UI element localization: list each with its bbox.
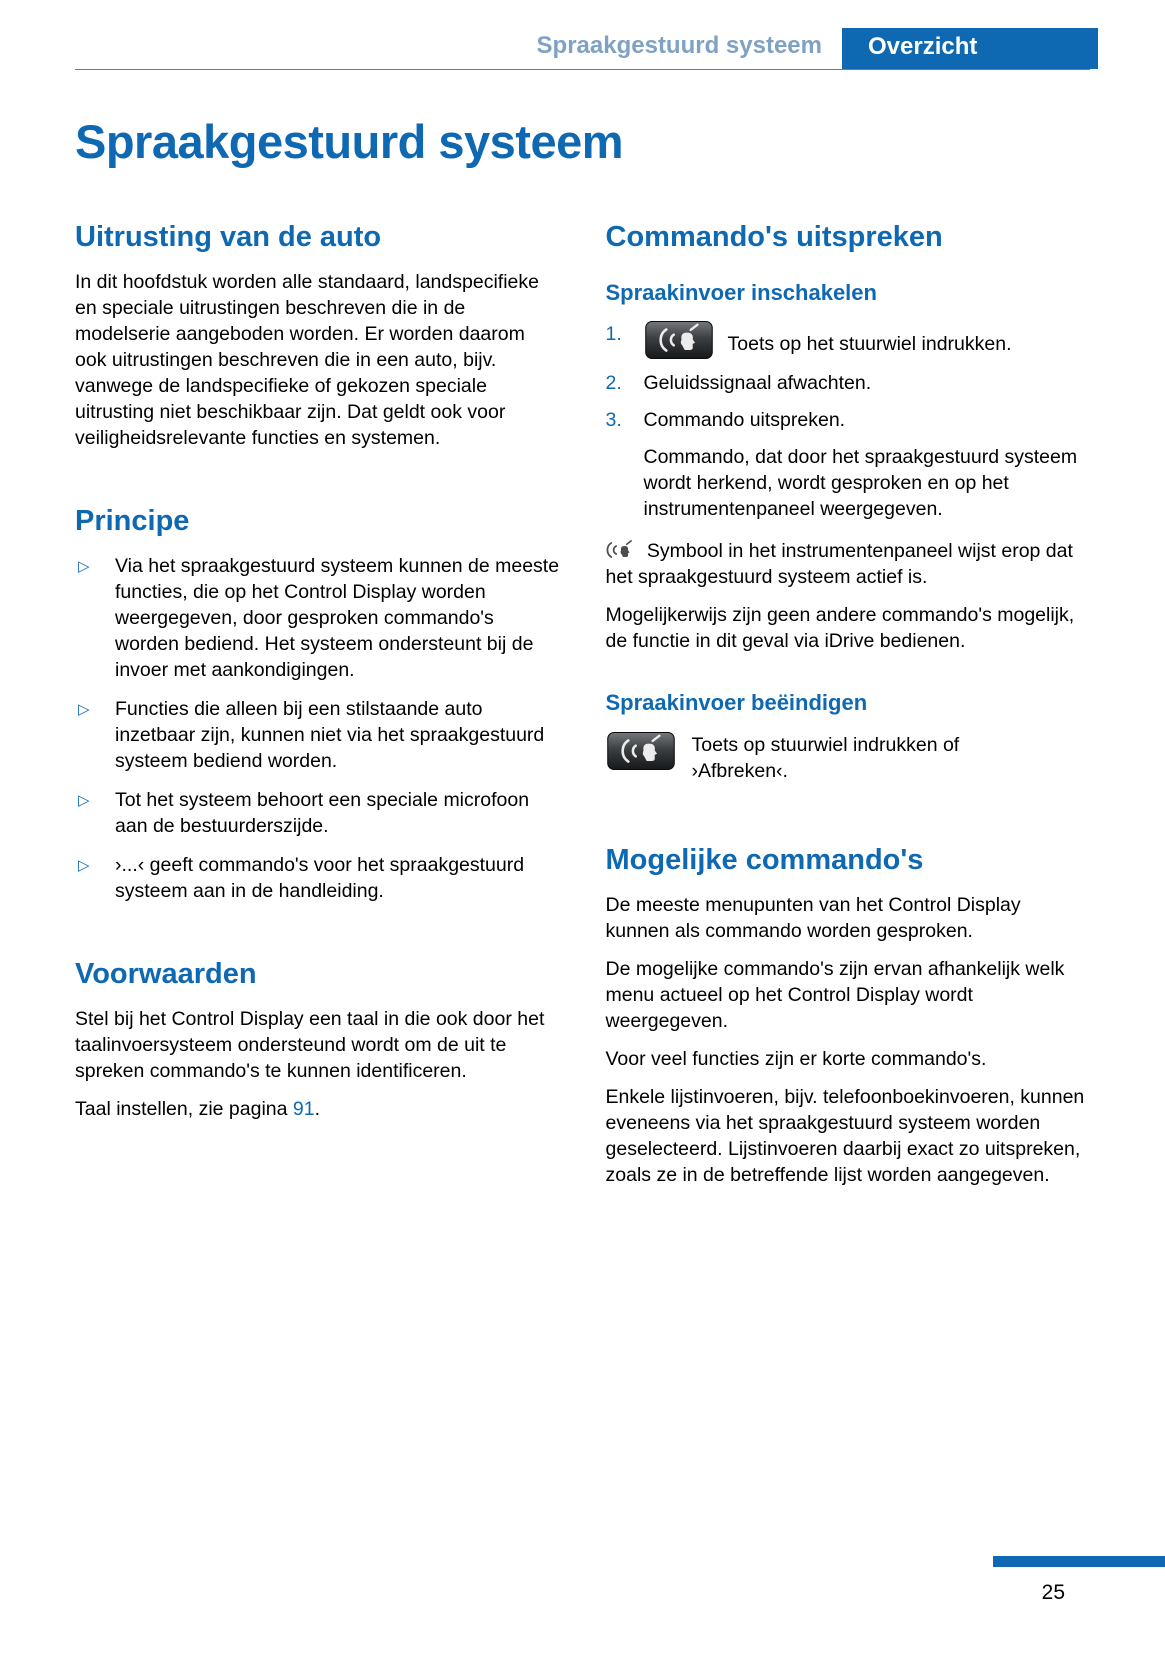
subheading-spraakinvoer-beeindigen: Spraakinvoer beëindigen bbox=[605, 690, 868, 715]
section-conditions bbox=[75, 958, 560, 1122]
section-tab-overzicht: Overzicht bbox=[842, 28, 1098, 69]
triangle-bullet-icon: ▷ bbox=[78, 791, 90, 809]
section-heading-mogelijke-commandos: Mogelijke commando's bbox=[605, 844, 924, 876]
symbol-note-text: Symbool in het instrumentenpaneel wijst erop dat het spraakgestuurd systeem actief is. bbox=[605, 540, 1073, 588]
step-text: Commando uitspreken. bbox=[643, 409, 846, 431]
idrive-note: Mogelijkerwijs zijn geen andere commando's mogelijk, de functie in dit geval via iDrive bedienen. bbox=[605, 604, 1075, 652]
equipment-paragraph: In dit hoofdstuk worden alle standaard, landspecifieke en speciale uitrustingen beschreven die in de modelserie aangeboden worden. Er worden daarom ook uitrustingen beschreven die in een auto, bijv. vanwege de landspecifieke of gekozen speciale uitrusting niet beschikbaar zijn. Dat geldt ook voor veiligheidsrelevante functies en systemen. bbox=[75, 271, 539, 449]
content-columns bbox=[75, 221, 1090, 1188]
step-number: 1. bbox=[605, 323, 622, 345]
step-body bbox=[644, 321, 1091, 359]
end-text: Toets op stuurwiel indrukken of ›Afbreken‹. bbox=[691, 734, 960, 782]
voice-button-icon bbox=[644, 321, 714, 359]
list-item-text: Via het spraakgestuurd systeem kunnen de meeste functies, die op het Control Display worden weergegeven, door gesproken commando's worden bediend. Het systeem ondersteunt bij de invoer met aankondigingen. bbox=[115, 555, 560, 681]
symbol-note bbox=[606, 538, 1091, 590]
voice-button-icon bbox=[606, 732, 676, 770]
paragraph: De mogelijke commando's zijn ervan afhankelijk welk menu actueel op het Control Display wordt weergegeven. bbox=[605, 958, 1065, 1032]
section-heading-principe: Principe bbox=[75, 505, 190, 537]
triangle-bullet-icon: ▷ bbox=[78, 700, 90, 718]
step-detail: Commando, dat door het spraakgestuurd systeem wordt herkend, wordt gesproken en op het instrumentenpaneel weergegeven. bbox=[643, 446, 1078, 520]
page-header bbox=[75, 0, 1090, 70]
step-number: 3. bbox=[605, 409, 622, 431]
step-item bbox=[606, 370, 1091, 396]
section-speak-commands bbox=[606, 221, 1091, 784]
page-title: Spraakgestuurd systeem bbox=[75, 115, 624, 168]
step-text: Toets op het stuurwiel indrukken. bbox=[727, 333, 1012, 355]
step-number: 2. bbox=[605, 372, 622, 394]
running-title: Spraakgestuurd systeem bbox=[536, 32, 822, 59]
list-item-text: ›...‹ geeft commando's voor het spraakgestuurd systeem aan in de handleiding. bbox=[115, 854, 525, 902]
list-item bbox=[75, 787, 560, 839]
list-item bbox=[75, 696, 560, 774]
paragraph: De meeste menupunten van het Control Display kunnen als commando worden gesproken. bbox=[605, 894, 1021, 942]
subheading-spraakinvoer-inschakelen: Spraakinvoer inschakelen bbox=[605, 280, 877, 305]
section-heading-uitrusting: Uitrusting van de auto bbox=[75, 221, 382, 253]
section-heading-voorwaarden: Voorwaarden bbox=[75, 958, 257, 990]
triangle-bullet-icon: ▷ bbox=[78, 557, 90, 575]
page-link-91[interactable]: 91 bbox=[292, 1098, 315, 1120]
left-column bbox=[75, 221, 560, 1122]
conditions-paragraph: Stel bij het Control Display een taal in die ook door het taalinvoersysteem ondersteund wordt om de uit te spreken commando's te kunnen identificeren. bbox=[75, 1008, 545, 1082]
reference-text-suffix: . bbox=[314, 1098, 321, 1120]
voice-symbol-icon bbox=[606, 540, 636, 560]
section-heading-commandos-uitspreken: Commando's uitspreken bbox=[605, 221, 943, 253]
page-number: 25 bbox=[1041, 1581, 1065, 1604]
paragraph: Enkele lijstinvoeren, bijv. telefoonboekinvoeren, kunnen eveneens via het spraakgestuurd systeem worden geselecteerd. Lijstinvoeren daarbij exact zo uitspreken, zoals ze in de betreffende lijst worden aangegeven. bbox=[605, 1086, 1085, 1186]
section-principle bbox=[75, 505, 560, 904]
step-item bbox=[606, 321, 1091, 359]
section-equipment bbox=[75, 221, 560, 451]
paragraph: Voor veel functies zijn er korte commando's. bbox=[605, 1048, 987, 1070]
reference-text: Taal instellen, zie pagina bbox=[75, 1098, 293, 1120]
list-item bbox=[75, 553, 560, 683]
right-column bbox=[606, 221, 1091, 1188]
step-text: Geluidssignaal afwachten. bbox=[643, 372, 872, 394]
triangle-bullet-icon: ▷ bbox=[78, 856, 90, 874]
section-possible-commands bbox=[606, 844, 1091, 1188]
conditions-reference bbox=[75, 1096, 560, 1122]
page-edge-tab bbox=[993, 1556, 1165, 1567]
list-item-text: Tot het systeem behoort een speciale microfoon aan de bestuurderszijde. bbox=[115, 789, 530, 837]
list-item-text: Functies die alleen bij een stilstaande auto inzetbaar zijn, kunnen niet via het spraakgestuurd systeem bediend worden. bbox=[115, 698, 545, 772]
list-item bbox=[75, 852, 560, 904]
step-item bbox=[606, 407, 1091, 433]
end-voice-input-row bbox=[606, 732, 1091, 784]
